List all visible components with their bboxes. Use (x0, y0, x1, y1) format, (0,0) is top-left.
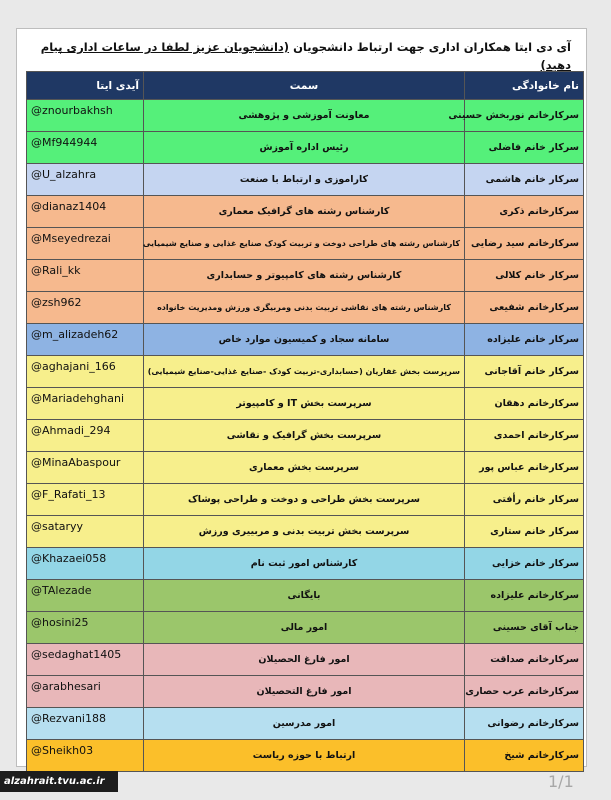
table-row (27, 516, 584, 548)
row-name: سرکارخانم نوربخش حسینی (465, 100, 584, 132)
row-name: سرکار خانم ستاری (465, 516, 584, 548)
row-name: سرکار خانم آقاجانی (465, 356, 584, 388)
title-main: آی دی ایتا همکاران اداری جهت ارتباط دانشجویان (293, 40, 571, 54)
row-role: امور مالی (144, 612, 465, 644)
row-eitaa-id[interactable]: @znourbakhsh (27, 100, 144, 132)
row-name: جناب آقای حسینی (465, 612, 584, 644)
row-name: سرکار خانم کلالی (465, 260, 584, 292)
row-eitaa-id[interactable]: @MinaAbaspour (27, 452, 144, 484)
row-role: معاونت آموزشی و پژوهشی (144, 100, 465, 132)
header-name: نام خانوادگی (465, 72, 584, 100)
title-highlight: (دانشجویان عزیز لطفا در ساعات اداری پیام دهید) (40, 40, 571, 72)
table-row (27, 420, 584, 452)
row-role: کارشناس رشته های طراحی دوخت و تربیت کودک صنایع غذایی و صنایع شیمیایی (144, 228, 465, 260)
footer-url[interactable]: alzahrait.tvu.ac.ir (0, 771, 118, 792)
row-role: ارتباط با حوزه ریاست (144, 740, 465, 772)
row-eitaa-id[interactable]: @Rezvani188 (27, 708, 144, 740)
row-name: سرکارخانم رضوانی (465, 708, 584, 740)
table-row (27, 100, 584, 132)
row-eitaa-id[interactable]: @Mariadehghani (27, 388, 144, 420)
table-row (27, 708, 584, 740)
row-name: سرکار خانم فاضلی (465, 132, 584, 164)
row-name: سرکارخانم سید رضایی (465, 228, 584, 260)
header-role: سمت (144, 72, 465, 100)
row-role: سرپرست بخش تربیت بدنی و مربییری ورزش (144, 516, 465, 548)
table-row (27, 644, 584, 676)
row-eitaa-id[interactable]: @F_Rafati_13 (27, 484, 144, 516)
table-row (27, 548, 584, 580)
table-row (27, 484, 584, 516)
row-name: سرکارخانم شیخ (465, 740, 584, 772)
row-name: سرکارخانم عباس پور (465, 452, 584, 484)
table-row (27, 196, 584, 228)
row-role: کارشناس رشته های نقاشی تربیت بدنی ومربیگری ورزش ومدیریت خانواده (144, 292, 465, 324)
table-row (27, 452, 584, 484)
row-name: سرکارخانم صداقت (465, 644, 584, 676)
row-eitaa-id[interactable]: @aghajani_166 (27, 356, 144, 388)
row-role: امور فارغ الحصیلان (144, 644, 465, 676)
row-role: کارشناس رشته های گرافیک معماری (144, 196, 465, 228)
row-eitaa-id[interactable]: @Mf944944 (27, 132, 144, 164)
row-name: سرکارخانم علیزاده (465, 580, 584, 612)
row-eitaa-id[interactable]: @Sheikh03 (27, 740, 144, 772)
row-name: سرکار خانم هاشمی (465, 164, 584, 196)
document-title (26, 38, 571, 74)
row-role: رئیس اداره آموزش (144, 132, 465, 164)
row-role: سرپرست بخش IT و کامپیوتر (144, 388, 465, 420)
row-role: بایگانی (144, 580, 465, 612)
row-name: سرکارخانم ذکری (465, 196, 584, 228)
row-eitaa-id[interactable]: @Khazaei058 (27, 548, 144, 580)
row-eitaa-id[interactable]: @m_alizadeh62 (27, 324, 144, 356)
row-eitaa-id[interactable]: @Rali_kk (27, 260, 144, 292)
row-role: کارشناس رشته های کامپیوتر و حسابداری (144, 260, 465, 292)
page-number: 1/1 (548, 772, 574, 791)
row-role: امور فارغ التحصیلان (144, 676, 465, 708)
row-name: سرکارخانم شفیعی (465, 292, 584, 324)
row-eitaa-id[interactable]: @sedaghat1405 (27, 644, 144, 676)
row-eitaa-id[interactable]: @TAlezade (27, 580, 144, 612)
row-eitaa-id[interactable]: @dianaz1404 (27, 196, 144, 228)
table-row (27, 356, 584, 388)
row-name: سرکار خانم علیزاده (465, 324, 584, 356)
table-row (27, 388, 584, 420)
table-row (27, 580, 584, 612)
row-role: کاراموزی و ارتباط با صنعت (144, 164, 465, 196)
table-row (27, 164, 584, 196)
row-eitaa-id[interactable]: @U_alzahra (27, 164, 144, 196)
row-role: امور مدرسین (144, 708, 465, 740)
row-role: کارشناس امور ثبت نام (144, 548, 465, 580)
table-header-row (27, 72, 584, 100)
row-name: سرکار خانم رأفتی (465, 484, 584, 516)
table-row (27, 228, 584, 260)
row-role: سامانه سجاد و کمیسیون موارد خاص (144, 324, 465, 356)
row-role: سرپرست بخش گرافیک و نقاشی (144, 420, 465, 452)
row-role: سرپرست بخش غفاریان (حسابداری-تربیت کودک -صنایع غذایی-صنایع شیمیایی) (144, 356, 465, 388)
header-id: آیدی ایتا (27, 72, 144, 100)
row-name: سرکارخانم عرب حصاری (465, 676, 584, 708)
row-role: سرپرست بخش معماری (144, 452, 465, 484)
contacts-table (26, 71, 584, 772)
row-eitaa-id[interactable]: @arabhesari (27, 676, 144, 708)
table-row (27, 132, 584, 164)
row-name: سرکارخانم احمدی (465, 420, 584, 452)
row-eitaa-id[interactable]: @Mseyedrezai (27, 228, 144, 260)
row-name: سرکار خانم خزایی (465, 548, 584, 580)
row-name: سرکارخانم دهقان (465, 388, 584, 420)
row-eitaa-id[interactable]: @sataryy (27, 516, 144, 548)
row-eitaa-id[interactable]: @zsh962 (27, 292, 144, 324)
row-eitaa-id[interactable]: @hosini25 (27, 612, 144, 644)
table-row (27, 612, 584, 644)
table-row (27, 324, 584, 356)
row-eitaa-id[interactable]: @Ahmadi_294 (27, 420, 144, 452)
row-role: سرپرست بخش طراحی و دوخت و طراحی پوشاک (144, 484, 465, 516)
table-row (27, 740, 584, 772)
table-row (27, 676, 584, 708)
table-row (27, 292, 584, 324)
table-row (27, 260, 584, 292)
